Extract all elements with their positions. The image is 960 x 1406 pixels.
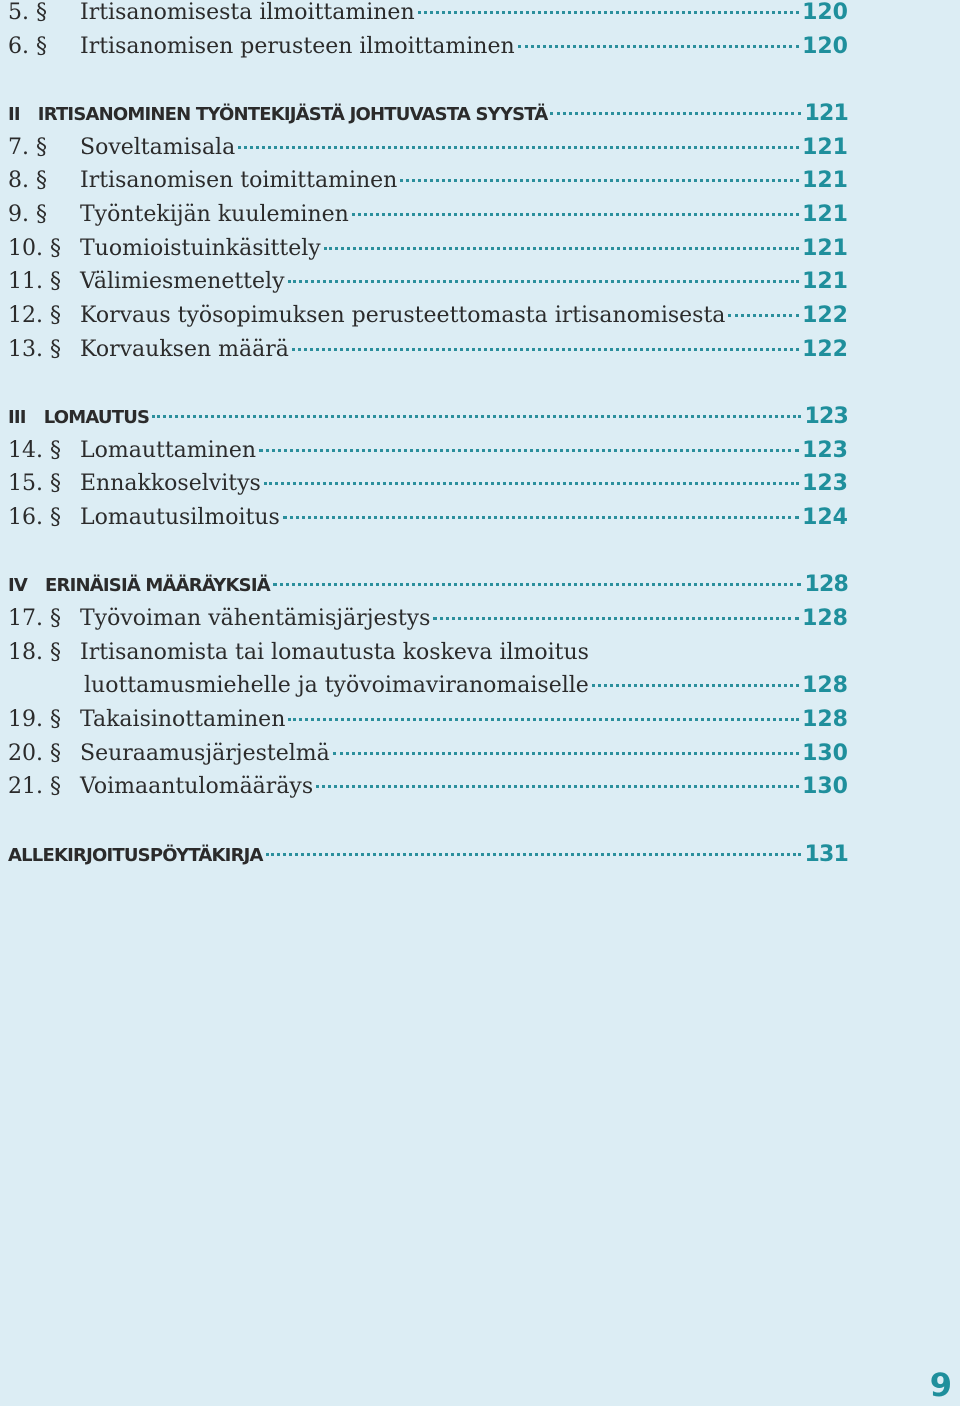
toc-row-continuation — [8, 669, 848, 703]
toc-title: Tuomioistuinkäsittely — [80, 236, 321, 261]
toc-row — [8, 434, 848, 468]
page-number: 9 — [929, 1366, 952, 1404]
toc-row — [8, 636, 848, 670]
toc-title: Irtisanomisesta ilmoittaminen — [80, 0, 415, 25]
toc-page: 128 — [802, 673, 848, 698]
toc-row — [8, 333, 848, 367]
toc-row — [8, 0, 848, 30]
toc-number: 18. § — [8, 640, 61, 665]
toc-leader — [418, 11, 799, 14]
toc-section-title: ERINÄISIÄ MÄÄRÄYKSIÄ — [45, 575, 270, 596]
toc-page: 130 — [802, 774, 848, 799]
toc-page: 121 — [802, 168, 848, 193]
toc-section-number: II — [8, 104, 20, 125]
toc-number: 14. § — [8, 438, 61, 463]
toc-title: Lomautusilmoitus — [80, 505, 280, 530]
toc-leader — [592, 684, 799, 687]
toc-leader — [352, 213, 799, 216]
toc-row — [8, 299, 848, 333]
toc-title: Lomauttaminen — [80, 438, 257, 463]
toc-number: 5. § — [8, 0, 47, 25]
toc-row — [8, 501, 848, 535]
toc-row — [8, 30, 848, 64]
toc-leader — [152, 415, 801, 418]
toc-section-row — [8, 568, 848, 602]
toc-page: 128 — [802, 606, 848, 631]
toc-number: 20. § — [8, 741, 61, 766]
toc-page: 121 — [804, 101, 848, 126]
toc-title: luottamusmiehelle ja työvoimaviranomaiselle — [84, 673, 589, 698]
toc-row — [8, 198, 848, 232]
toc-number: 8. § — [8, 168, 47, 193]
toc-leader — [283, 516, 799, 519]
toc-leader — [316, 785, 799, 788]
toc-section-row — [8, 400, 848, 434]
toc-page: 121 — [802, 269, 848, 294]
toc-leader — [264, 482, 799, 485]
toc-page: 120 — [802, 0, 848, 25]
toc-number: 6. § — [8, 34, 47, 59]
toc-leader — [292, 348, 799, 351]
toc-number: 19. § — [8, 707, 61, 732]
toc-page: 130 — [802, 741, 848, 766]
toc-row — [8, 164, 848, 198]
toc-page: 123 — [804, 404, 848, 429]
toc-page: 121 — [802, 236, 848, 261]
toc-page: 128 — [802, 707, 848, 732]
toc-leader — [238, 146, 799, 149]
toc-number: 9. § — [8, 202, 47, 227]
toc-section-row — [8, 97, 848, 131]
toc-page: 121 — [802, 202, 848, 227]
toc-number: 12. § — [8, 303, 61, 328]
toc-leader — [266, 853, 802, 856]
toc-row — [8, 602, 848, 636]
toc-row — [8, 265, 848, 299]
toc-row — [8, 703, 848, 737]
toc-number: 13. § — [8, 337, 61, 362]
toc-row — [8, 737, 848, 771]
toc-title: Korvauksen määrä — [80, 337, 289, 362]
toc-page: 120 — [802, 34, 848, 59]
toc-section-number: IV — [8, 575, 28, 596]
toc-page: 123 — [802, 471, 848, 496]
toc-page: 124 — [802, 505, 848, 530]
toc-section-title: LOMAUTUS — [43, 407, 150, 428]
toc-number: 10. § — [8, 236, 61, 261]
toc-title: Voimaantulomääräys — [80, 774, 314, 799]
toc-title: Irtisanomisen toimittaminen — [80, 168, 398, 193]
toc-page: 121 — [802, 135, 848, 160]
toc-title: Työvoiman vähentämisjärjestys — [80, 606, 431, 631]
toc-row — [8, 770, 848, 804]
toc-number: 17. § — [8, 606, 61, 631]
toc-page: 128 — [804, 572, 848, 597]
toc-number: 7. § — [8, 135, 47, 160]
toc-row — [8, 131, 848, 165]
toc-title: Ennakkoselvitys — [80, 471, 261, 496]
toc-title: Seuraamusjärjestelmä — [80, 741, 330, 766]
toc-title: Takaisinottaminen — [80, 707, 286, 732]
toc-row — [8, 232, 848, 266]
toc-title: Soveltamisala — [80, 135, 236, 160]
toc-number: 15. § — [8, 471, 61, 496]
toc-page: 123 — [802, 438, 848, 463]
toc-section-title: IRTISANOMINEN TYÖNTEKIJÄSTÄ JOHTUVASTA SYYSTÄ — [37, 104, 548, 125]
toc-title: Työntekijän kuuleminen — [80, 202, 349, 227]
toc-number: 16. § — [8, 505, 61, 530]
toc-leader — [728, 314, 799, 317]
toc-title: Välimiesmenettely — [80, 269, 285, 294]
toc-number: 11. § — [8, 269, 61, 294]
toc-leader — [259, 449, 799, 452]
toc-title: Korvaus työsopimuksen perusteettomasta irtisanomisesta — [80, 303, 726, 328]
toc-section-row — [8, 838, 848, 872]
toc-leader — [433, 617, 799, 620]
toc-leader — [333, 752, 799, 755]
toc-leader — [273, 583, 802, 586]
toc-leader — [288, 280, 800, 283]
toc-number: 21. § — [8, 774, 61, 799]
toc-leader — [518, 45, 799, 48]
toc-page: 131 — [804, 842, 848, 867]
toc-title: Irtisanomisen perusteen ilmoittaminen — [80, 34, 515, 59]
toc-title: Irtisanomista tai lomautusta koskeva ilmoitus — [80, 640, 589, 665]
toc-leader — [288, 718, 799, 721]
toc-leader — [324, 247, 799, 250]
toc-row — [8, 467, 848, 501]
toc-leader — [550, 112, 801, 115]
toc-section-title: ALLEKIRJOITUSPÖYTÄKIRJA — [8, 845, 263, 866]
toc-section-number: III — [8, 407, 26, 428]
toc-page: 122 — [802, 303, 848, 328]
toc-leader — [400, 179, 799, 182]
toc-page: 122 — [802, 337, 848, 362]
